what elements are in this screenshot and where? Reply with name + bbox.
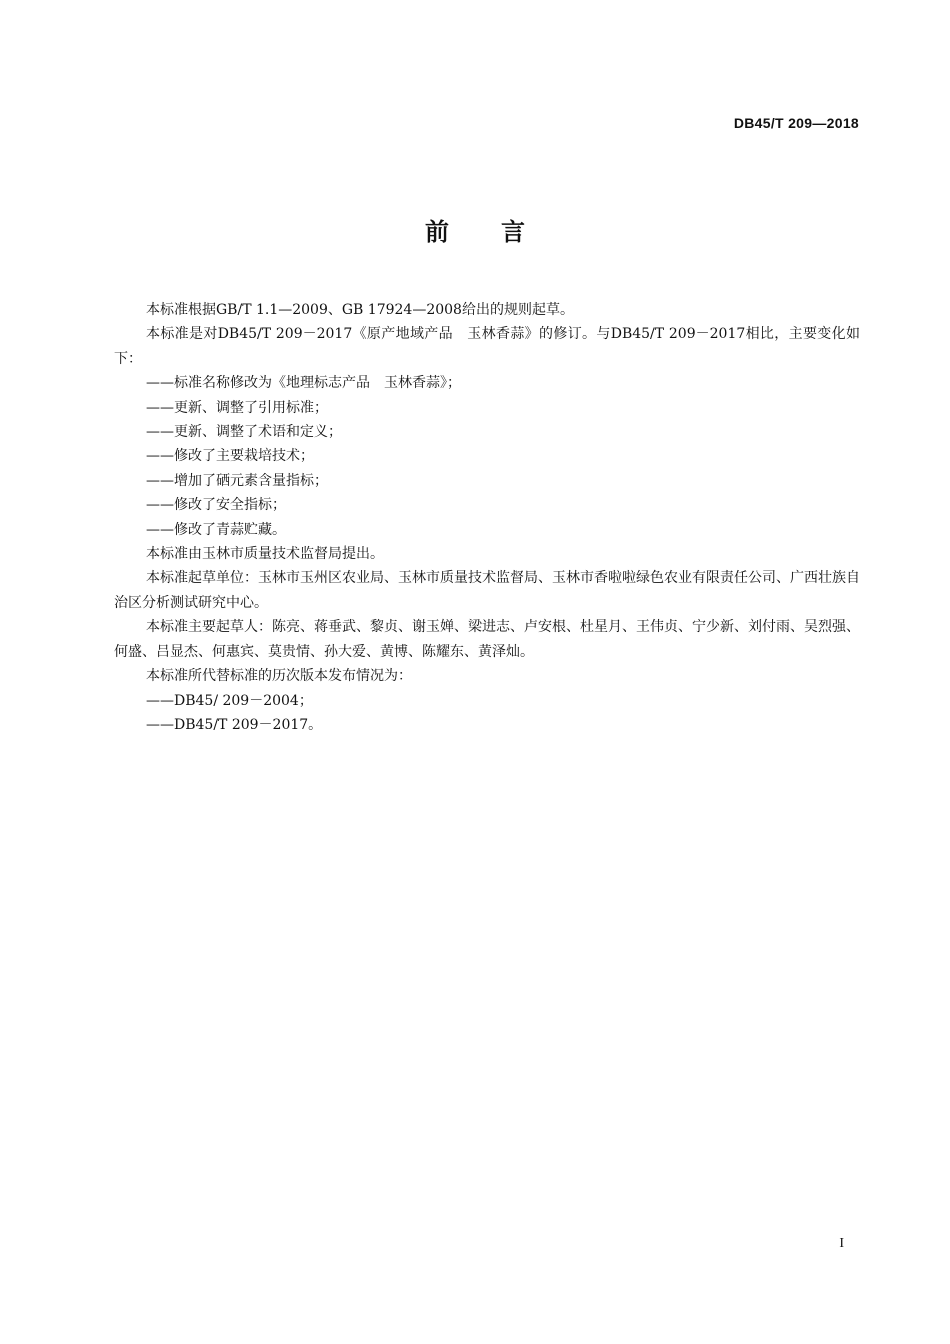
paragraph-revision-summary: 本标准是对DB45/T 209－2017《原产地域产品 玉林香蒜》的修订。与DB45/T 209－2017相比，主要变化如下：: [114, 326, 860, 367]
change-item: ——增加了硒元素含量指标；: [146, 472, 328, 489]
change-item: ——修改了安全指标；: [146, 497, 286, 514]
page-number: I: [839, 1236, 844, 1251]
previous-version-item: ——DB45/T 209－2017。: [146, 716, 323, 733]
paragraph-drafters: 本标准主要起草人：陈亮、蒋垂武、黎贞、谢玉婵、梁进志、卢安根、杜星月、王伟贞、宁少新、刘付雨、吴烈强、何盛、吕显杰、何惠宾、莫贵情、孙大爱、黄博、陈耀东、黄泽灿。: [114, 619, 860, 660]
previous-version-item: ——DB45/ 209－2004；: [146, 692, 313, 709]
change-item: ——修改了青蒜贮藏。: [146, 521, 286, 538]
paragraph-previous-versions: 本标准所代替标准的历次版本发布情况为：: [146, 668, 412, 685]
change-item: ——更新、调整了引用标准；: [146, 399, 328, 416]
change-item: ——修改了主要栽培技术；: [146, 448, 314, 465]
change-item: ——标准名称修改为《地理标志产品 玉林香蒜》；: [146, 375, 461, 392]
paragraph-proposer: 本标准由玉林市质量技术监督局提出。: [146, 546, 384, 563]
change-item: ——更新、调整了术语和定义；: [146, 424, 342, 441]
page-title: 前言: [425, 218, 577, 246]
foreword-body: [114, 298, 860, 737]
paragraph-drafting-rules: 本标准根据GB/T 1.1—2009、GB 17924—2008给出的规则起草。: [146, 302, 574, 318]
document-code: DB45/T 209—2018: [733, 115, 859, 131]
paragraph-drafting-units: 本标准起草单位：玉林市玉州区农业局、玉林市质量技术监督局、玉林市香啦啦绿色农业有限责任公司、广西壮族自治区分析测试研究中心。: [114, 570, 860, 611]
